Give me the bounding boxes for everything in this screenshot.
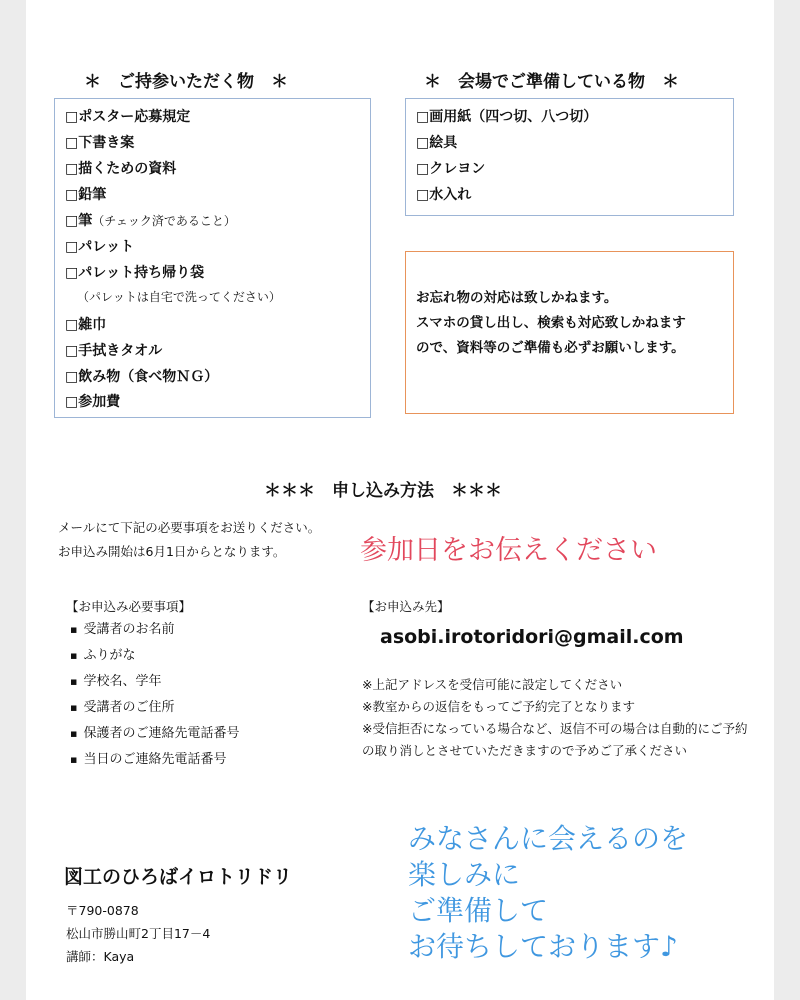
apply-intro-line: メールにて下記の必要事項をお送りください。 bbox=[58, 520, 321, 535]
notice-line: お忘れ物の対応は致しかねます。 bbox=[416, 290, 618, 306]
studio-name: 図工のひろばイロトリドリ bbox=[64, 866, 293, 888]
palette-note: （パレットは自宅で洗ってください） bbox=[77, 290, 281, 304]
venue-item: □画用紙（四つ切、八つ切） bbox=[416, 109, 598, 125]
email-link[interactable]: asobi.irotoridori@gmail.com bbox=[380, 626, 684, 648]
bring-item: □雑巾 bbox=[65, 317, 107, 333]
notice-box bbox=[405, 251, 734, 414]
venue-heading: ＊ 会場でご準備している物 ＊ bbox=[424, 72, 679, 92]
bring-item: □パレット bbox=[65, 239, 135, 255]
email-note: ※受信拒否になっている場合など、返信不可の場合は自動的にご予約の取り消しとさせていただきますので予めご了承ください bbox=[362, 721, 748, 758]
notice-line: スマホの貸し出し、検索も対応致しかねます bbox=[416, 315, 686, 331]
brush-note: （チェック済であること） bbox=[92, 214, 236, 228]
closing-message bbox=[408, 821, 688, 965]
bring-heading: ＊ ご持参いただく物 ＊ bbox=[84, 72, 288, 92]
highlight-message: 参加日をお伝えください bbox=[360, 535, 657, 566]
required-item: ▪ 受講者のお名前 bbox=[70, 617, 239, 643]
bring-item: □ポスター応募規定 bbox=[65, 109, 191, 125]
venue-item: □クレヨン bbox=[416, 161, 486, 177]
required-item: ▪ 保護者のご連絡先電話番号 bbox=[70, 721, 239, 747]
required-title: 【お申込み必要事項】 bbox=[66, 599, 192, 614]
bring-item: □飲み物（食べ物ＮＧ） bbox=[65, 369, 219, 385]
closing-line: みなさんに会えるのを bbox=[408, 822, 689, 855]
address: 松山市勝山町2丁目17－4 bbox=[66, 926, 211, 941]
required-item: ▪ 受講者のご住所 bbox=[70, 695, 239, 721]
destination-title: 【お申込み先】 bbox=[362, 599, 450, 614]
email-note: ※教室からの返信をもってご予約完了となります bbox=[362, 699, 635, 714]
bring-item: □鉛筆 bbox=[65, 187, 107, 203]
bring-item: □下書き案 bbox=[65, 135, 135, 151]
bring-item: □手拭きタオル bbox=[65, 343, 163, 359]
apply-intro-line: お申込み開始は6月1日からとなります。 bbox=[58, 544, 286, 559]
venue-item: □水入れ bbox=[416, 187, 472, 203]
document-page bbox=[26, 0, 774, 1000]
closing-line: お待ちしております♪ bbox=[408, 930, 678, 963]
apply-heading: ＊＊＊ 申し込み方法 ＊＊＊ bbox=[264, 481, 502, 501]
email-note: ※上記アドレスを受信可能に設定してください bbox=[362, 677, 623, 692]
required-item: ▪ 当日のご連絡先電話番号 bbox=[70, 747, 239, 773]
bring-item: □参加費 bbox=[65, 394, 121, 410]
closing-line: ご準備して bbox=[408, 894, 549, 927]
venue-list-box bbox=[405, 98, 734, 216]
venue-item: □絵具 bbox=[416, 135, 458, 151]
notice-line: ので、資料等のご準備も必ずお願いします。 bbox=[416, 340, 685, 356]
bring-item: □描くための資料 bbox=[65, 161, 177, 177]
bring-list-box bbox=[54, 98, 371, 418]
required-item: ▪ ふりがな bbox=[70, 643, 239, 669]
email-notes bbox=[362, 674, 752, 762]
bring-item-brush bbox=[65, 210, 236, 230]
bring-item-label: □筆 bbox=[65, 213, 93, 229]
required-item: ▪ 学校名、学年 bbox=[70, 669, 239, 695]
bring-item: □パレット持ち帰り袋 bbox=[65, 265, 205, 281]
required-list bbox=[70, 617, 239, 773]
closing-line: 楽しみに bbox=[408, 858, 521, 891]
teacher: 講師：Kaya bbox=[66, 949, 135, 964]
postal-code: 〒790-0878 bbox=[66, 903, 139, 918]
